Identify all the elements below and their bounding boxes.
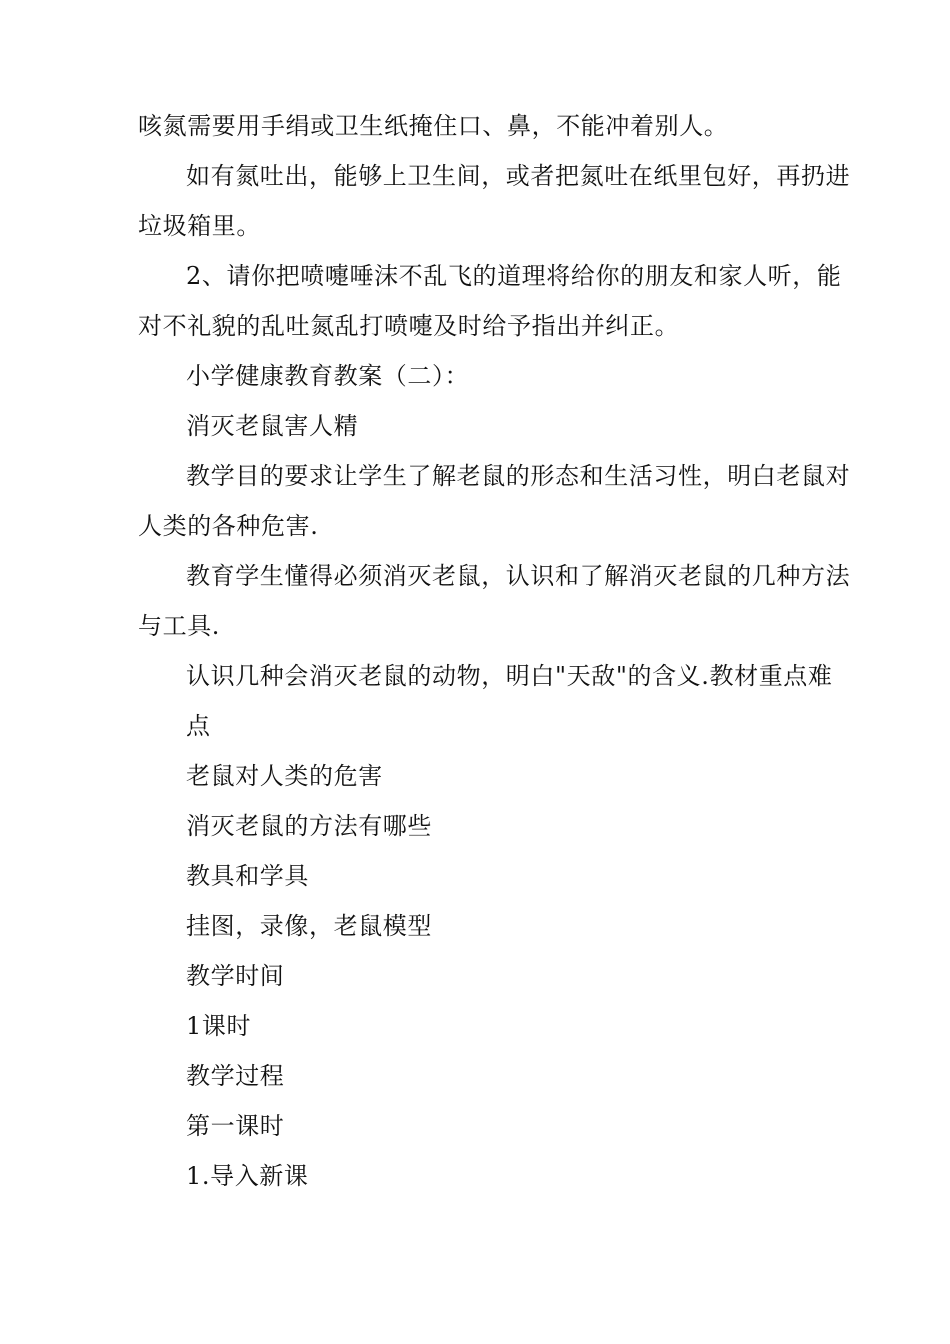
text-line: 老鼠对人类的危害: [186, 762, 383, 790]
text-line: 与工具.: [138, 612, 221, 640]
text-line: 教学目的要求让学生了解老鼠的形态和生活习性，明白老鼠对: [186, 462, 851, 490]
text-line: 1.导入新课: [186, 1162, 309, 1190]
text-line: 2、请你把喷嚏唾沫不乱飞的道理将给你的朋友和家人听，能: [186, 262, 842, 290]
text-line: 点: [186, 712, 211, 740]
lesson-title: 消灭老鼠害人精: [186, 412, 359, 440]
text-line: 挂图，录像，老鼠模型: [186, 912, 432, 940]
text-line: 1课时: [186, 1012, 252, 1040]
text-line: 教学过程: [186, 1062, 285, 1090]
document-body: [138, 101, 851, 1201]
text-line: 消灭老鼠的方法有哪些: [186, 812, 432, 840]
text-line: 第一课时: [186, 1112, 285, 1140]
text-line: 如有氮吐出，能够上卫生间，或者把氮吐在纸里包好，再扔进: [186, 162, 851, 190]
text-line: 人类的各种危害.: [138, 512, 319, 540]
text-line: 咳氮需要用手绢或卫生纸掩住口、鼻，不能冲着别人。: [138, 112, 729, 140]
text-line: 垃圾箱里。: [138, 212, 261, 240]
section-heading: 小学健康教育教案（二）：: [186, 362, 470, 390]
text-line: 教育学生懂得必须消灭老鼠，认识和了解消灭老鼠的几种方法: [186, 562, 851, 590]
text-line: 认识几种会消灭老鼠的动物，明白"天敌"的含义.教材重点难: [186, 662, 833, 690]
text-line: 教具和学具: [186, 862, 309, 890]
text-line: 教学时间: [186, 962, 285, 990]
text-line: 对不礼貌的乱吐氮乱打喷嚏及时给予指出并纠正。: [138, 312, 680, 340]
